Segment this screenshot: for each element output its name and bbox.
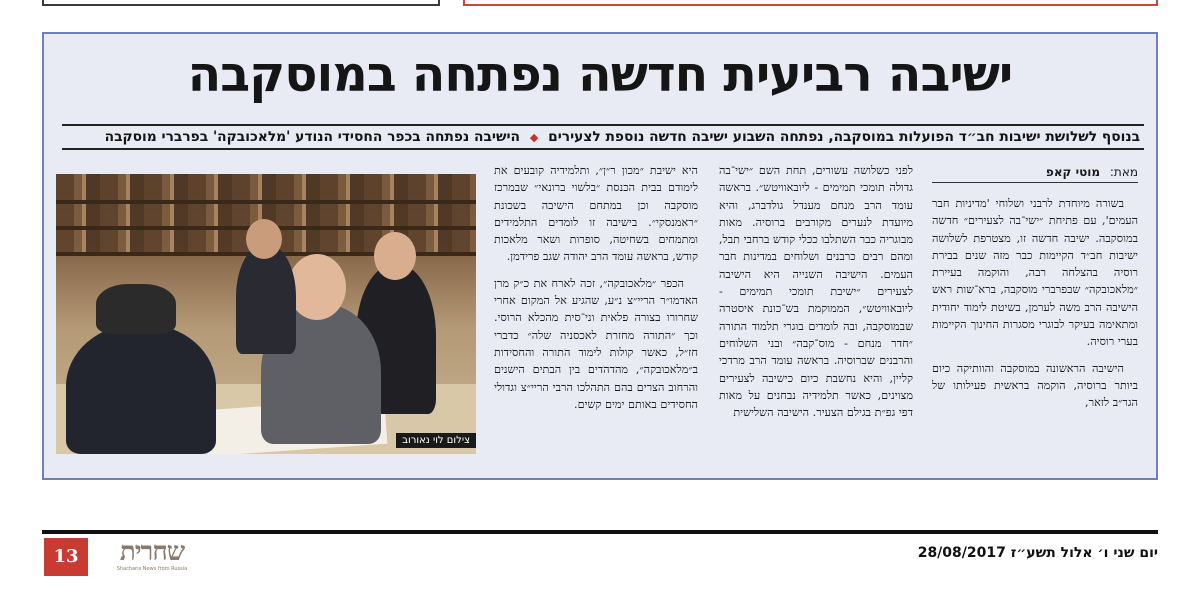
paragraph: היא ישיבת ״מכון ר״ן״, ותלמידיה קובעים את לימודם בבית הכנסת ״בלשוי ברונאי״ שבמרכז מוסקבה וכן במתחם הישיבה בשכונת ״ראמנסקי״. בישיבה זו לומדים התלמידים ומתמחים בשחיטה, סופרות ושאר מלאכות קודש, בראשה עומד הרב יהודה שגב פרידמן. <box>494 164 698 264</box>
news-article <box>42 32 1158 480</box>
photo-credit: צילום לוי נאורוב <box>396 433 476 448</box>
byline <box>932 162 1138 183</box>
article-subheadline <box>62 124 1144 150</box>
diamond-separator-icon: ◆ <box>529 131 539 144</box>
text-column-2 <box>719 162 913 462</box>
text-column-3 <box>494 162 698 462</box>
byline-label: מאת: <box>1109 165 1138 179</box>
advertisement-frame <box>463 0 1158 6</box>
subheadline-part-1: בנוסף לשלושת ישיבות חב״ד הפועלות במוסקבה, נפתחה השבוע ישיבה חדשה נוספת לצעירים <box>548 129 1140 145</box>
paragraph: בשורה מיוחדת לרבני ושלוחי 'מדיניות חבר העמים', עם פתיחת ״ישי־בה לצעירים״ חדשה במוסקבה. ישיבה חדשה זו, מצטרפת לשלושה ישיבות חב״ד הקיימות כבר מזה שנים בבירת רוסיה בהצלחה רבה, והוקמה בעיירת ״מלאכובקה״ שבפרברי מוסקבה, ברא־שות ראש הישיבה הרב משה לערמן, בשיטת לימוד יחודית ומתאימה בעיקר לבוגרי מסגרות החינוך הקיימות בערי רוסיה. <box>932 197 1138 349</box>
newspaper-logo: שחרית Shacharis News from Russia <box>116 537 188 572</box>
yeshiva-study-hall-photo <box>56 174 476 454</box>
issue-date: יום שני ו׳ אלול תשע״ז 28/08/2017 <box>917 545 1158 561</box>
paragraph: הישיבה הראשונה במוסקבה והוותיקה כיום ביותר ברוסיה, הוקמה בראשית פעילותו של הגר״ב לזאר, <box>932 361 1138 410</box>
previous-article-frame <box>42 0 440 6</box>
text-column-1 <box>932 162 1138 462</box>
page-number: 13 <box>44 538 88 576</box>
paragraph: לפני כשלושה עשורים, תחת השם ״ישי־בה גדולה תומכי תמימים - ליובאוויטש״. בראשה עומד הרב מנחם מענדל גולדברג, והיא מיועדת לנערים מקורבים ברוסיה. מאות מבוגריה כבר השתלבו ככלי קודש ברחבי תבל, ומהם רבים כרבנים ושלוחים במדינות חבר העמים. הישיבה השנייה היא הישיבה לצעירים ״ישיבת תומכי תמימים - ליובאוויטש״, הממוקמת בש־כונת איסטרה שבמוסקבה, ובה לומדים בוגרי תלמוד התורה ״חדר מנחם - מוס־קבה״ ובני השלוחים והרבנים שברוסיה. בראשה עומד הרב מרדכי קליין, והיא נחשבת כיום כישיבה לצעירים מצוינים, כאשר תלמידיה נבחנים על מאות דפי גפ״ת בגילם הצעיר. הישיבה השלישית <box>719 164 913 420</box>
author-name: מוטי קאפ <box>1045 165 1101 179</box>
paragraph: הכפר ״מלאכובקה״, זכה לארח את כ״ק מרן האדמו״ר הריי״צ נ״ע, שהגיע אל המקום אחרי שחרורו בצורה פלאית וני־סית מהכלא הרוסי. וכך ״התורה מחזרת לאכסניה שלה״ כדברי חז״ל, כאשר קולות לימוד התורה והחסידות ב״מלאכובקה״, מהדהדים בין הבתים הישנים והרחוב הצרים בהם התהלכו הרבי הריי״צ וגדולי החסידים באותם ימים קשים. <box>494 276 698 411</box>
footer-rule <box>42 530 1158 534</box>
article-headline: ישיבה רביעית חדשה נפתחה במוסקבה <box>187 46 1013 103</box>
subheadline-part-2: הישיבה נפתחה בכפר החסידי הנודע 'מלאכובקה' בפרברי מוסקבה <box>104 129 520 145</box>
